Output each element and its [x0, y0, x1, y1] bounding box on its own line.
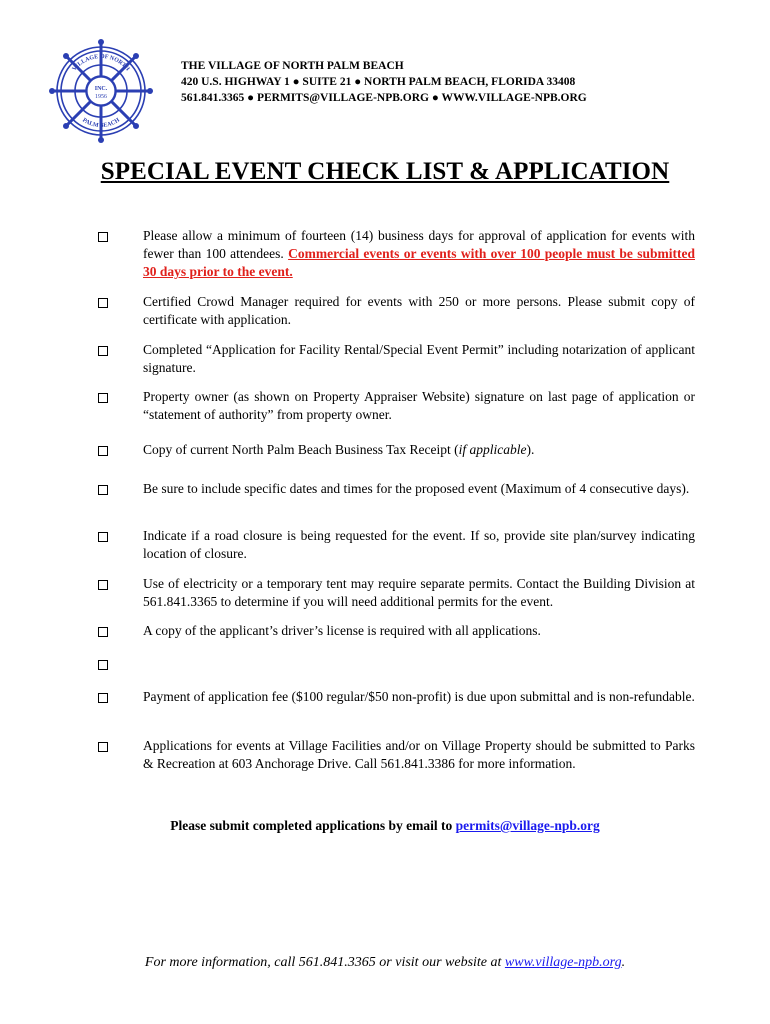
checklist-item-text: Completed “Application for Facility Rental/Special Event Permit” including notarization of applicant signature. [143, 342, 695, 375]
checkbox[interactable] [98, 660, 108, 670]
checklist-item [98, 575, 698, 609]
checkbox[interactable] [98, 532, 108, 542]
checklist-item-text: Use of electricity or a temporary tent may require separate permits. Contact the Building Division at 561.841.3365 to determine if you will need additional permits for the event. [143, 576, 695, 609]
website-link[interactable]: www.village-npb.org [504, 955, 622, 970]
item-text: Copy of current North Palm Beach Business Tax Receipt ( [143, 442, 459, 457]
seal-top-text: VILLAGE OF NORTH [71, 53, 131, 73]
checkbox[interactable] [98, 346, 108, 356]
checklist-item [98, 527, 698, 561]
checklist-item [98, 227, 698, 279]
seal-bottom-text: PALM BEACH [81, 117, 121, 130]
village-seal-logo [48, 38, 154, 144]
checklist-item-text: Indicate if a road closure is being requested for the event. If so, provide site plan/survey indicating location of closure. [143, 528, 695, 561]
checkbox[interactable] [98, 580, 108, 590]
checkbox[interactable] [98, 232, 108, 242]
footer [0, 955, 770, 971]
ship-wheel-icon [48, 38, 154, 144]
seal-year: 1956 [95, 94, 107, 100]
checklist-item-text [143, 441, 695, 459]
checklist-item-text: Applications for events at Village Facilities and/or on Village Property should be submitted to Parks & Recreation at 603 Anchorage Drive. Call 561.841.3386 for more information. [143, 738, 695, 771]
checklist-item [98, 293, 698, 327]
checklist-item [98, 655, 698, 670]
seal-center-text: INC. [94, 86, 108, 92]
village-name: THE VILLAGE OF NORTH PALM BEACH [181, 60, 404, 72]
checklist-item-text [143, 227, 695, 281]
item-text: Please allow a minimum of fourteen (14) business days for approval of application for events with fewer than 100 attendees. [143, 228, 695, 261]
submit-instructions [0, 818, 770, 834]
checkbox[interactable] [98, 693, 108, 703]
checkbox[interactable] [98, 298, 108, 308]
village-address: 420 U.S. HIGHWAY 1 ● SUITE 21 ● NORTH PALM BEACH, FLORIDA 33408 [181, 76, 576, 88]
checklist-item [98, 441, 698, 456]
footer-end: . [621, 955, 626, 970]
checklist-item [98, 388, 698, 422]
checkbox[interactable] [98, 446, 108, 456]
checklist-item-text: Payment of application fee ($100 regular/$50 non-profit) is due upon submittal and is non-refundable. [143, 689, 695, 704]
checkbox[interactable] [98, 393, 108, 403]
checklist-item [98, 622, 698, 637]
village-contact: 561.841.3365 ● PERMITS@VILLAGE-NPB.ORG ● WWW.VILLAGE-NPB.ORG [181, 92, 587, 104]
checklist-item-text: Certified Crowd Manager required for events with 250 or more persons. Please submit copy of certificate with application. [143, 294, 695, 327]
item-italic: if applicable [458, 442, 527, 457]
item-after: ). [526, 442, 535, 457]
checklist-item-text: A copy of the applicant’s driver’s license is required with all applications. [143, 623, 541, 638]
checkbox[interactable] [98, 485, 108, 495]
footer-text: For more information, call 561.841.3365 or visit our website at [144, 955, 505, 970]
checklist-item-text: Be sure to include specific dates and times for the proposed event (Maximum of 4 consecutive days). [143, 481, 690, 496]
submit-text: Please submit completed applications by email to [170, 818, 456, 833]
checklist-item [98, 480, 698, 495]
checkbox[interactable] [98, 627, 108, 637]
item-highlight: Commercial events or events with over 100 people must be submitted 30 days prior to the event. [143, 246, 695, 279]
checklist-item-text: Property owner (as shown on Property Appraiser Website) signature on last page of application or “statement of authority” from property owner. [143, 389, 695, 422]
checklist-item [98, 737, 698, 771]
checklist-item [98, 688, 698, 703]
letterhead [181, 58, 587, 106]
checklist-item [98, 341, 698, 375]
page-title: SPECIAL EVENT CHECK LIST & APPLICATION [100, 158, 670, 185]
checkbox[interactable] [98, 742, 108, 752]
permits-email-link[interactable]: permits@village-npb.org [455, 818, 600, 833]
